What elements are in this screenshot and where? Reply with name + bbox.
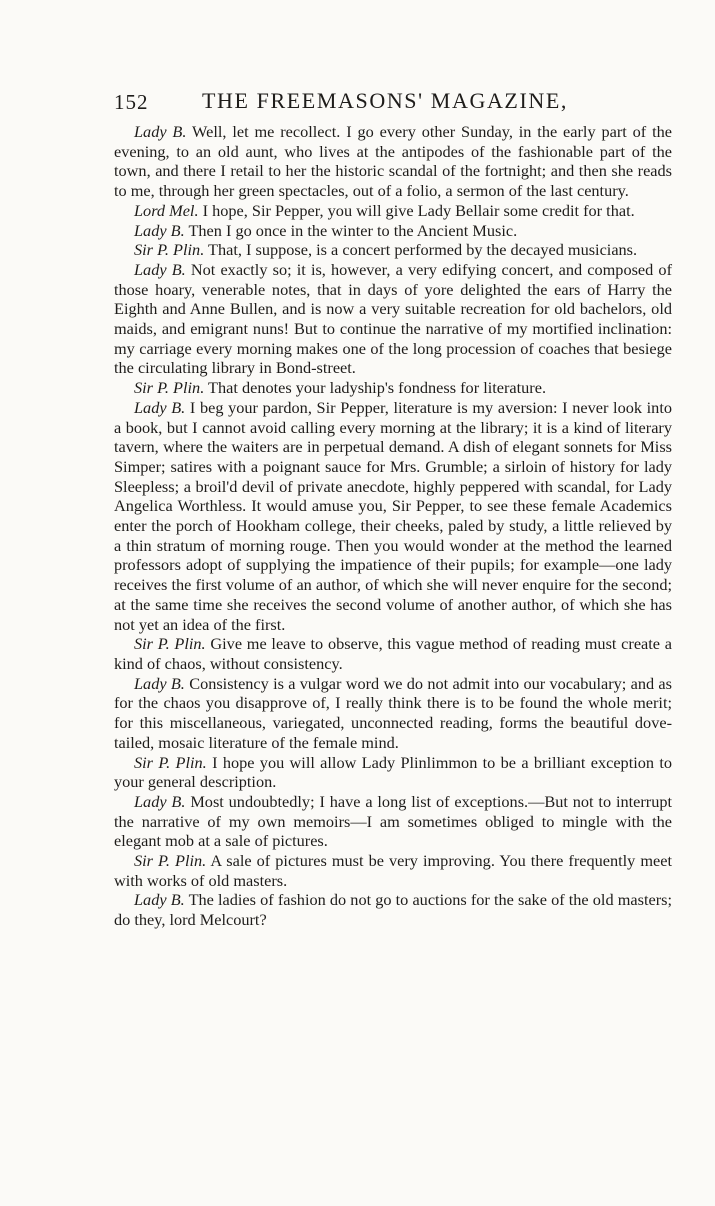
speech-text: Then I go once in the winter to the Ancient Music.	[188, 220, 518, 240]
page-header	[114, 86, 672, 122]
speaker-name: Sir P. Plin.	[134, 851, 207, 871]
speech-text: Give me leave to observe, this vague method of reading must create a kind of chaos, without consistency.	[114, 634, 673, 673]
speech-text: That, I suppose, is a concert performed by the decayed musicians.	[208, 240, 638, 260]
dialogue-paragraph	[114, 240, 672, 260]
speech-text: Not exactly so; it is, however, a very edifying concert, and composed of those hoary, venerable notes, that in days of yore delighted the ears of Harry the Eighth and Anne Bullen, and is now a very suitable recreation for old bachelors, old maids, and emigrant nuns! But to continue the narrative of my mortified inclination: my carriage every morning makes one of the long procession of coaches that besiege the circulating library in Bond-street.	[114, 259, 672, 378]
speech-text: I hope, Sir Pepper, you will give Lady Bellair some credit for that.	[202, 200, 635, 220]
speaker-name: Lord Mel.	[134, 200, 199, 220]
speaker-name: Lady B.	[134, 791, 186, 811]
dialogue-paragraph	[114, 378, 672, 398]
dialogue-paragraph	[114, 201, 672, 221]
dialogue-paragraph	[114, 221, 672, 241]
speech-text: Well, let me recollect. I go every other Sunday, in the early part of the evening, to an old aunt, who lives at the antipodes of the fashionable part of the town, and there I retail to her the historic scandal of the fortnight; and then she reads to me, through her green spectacles, out of a folio, a sermon of the last century.	[114, 122, 672, 201]
speech-text: Consistency is a vulgar word we do not admit into our vocabulary; and as for the chaos you disapprove of, I really think there is to be found the whole merit; for this miscellaneous, variegated, unconnected reading, forms the beautiful dove-tailed, mosaic literature of the female mind.	[114, 673, 672, 752]
book-page	[114, 86, 672, 930]
page-number: 152	[114, 90, 149, 114]
speech-text: The ladies of fashion do not go to auctions for the sake of the old masters; do they, lord Melcourt?	[114, 890, 672, 930]
speech-text: I hope you will allow Lady Plinlimmon to be a brilliant exception to your general description.	[114, 752, 673, 792]
dialogue-paragraph	[114, 260, 672, 378]
dialogue-paragraph	[114, 122, 672, 201]
dialogue-paragraph	[114, 674, 672, 753]
speech-text: That denotes your ladyship's fondness for literature.	[208, 378, 547, 398]
speaker-name: Lady B.	[134, 890, 185, 910]
dialogue-paragraph	[114, 792, 672, 851]
speaker-name: Lady B.	[134, 122, 187, 141]
speaker-name: Sir P. Plin.	[134, 378, 205, 398]
dialogue-paragraph	[114, 634, 672, 673]
dialogue-paragraph	[114, 890, 672, 929]
speaker-name: Lady B.	[134, 259, 186, 279]
dialogue-paragraph	[114, 753, 672, 792]
speech-text: Most undoubtedly; I have a long list of exceptions.—But not to interrupt the narrative of my own memoirs—I am sometimes obliged to mingle with the elegant mob at a sale of pictures.	[114, 791, 673, 851]
speech-text: I beg your pardon, Sir Pepper, literature is my aversion: I never look into a book, but I cannot avoid calling every morning at the library; it is a kind of literary tavern, where the waiters are in perpetual demand. A dish of elegant sonnets for Miss Simper; satires with a poignant sauce for Mrs. Grumble; a sirloin of history for lady Sleepless; a broil'd devil of private anecdote, highly peppered with scandal, for Lady Angelica Worthless. It would amuse you, Sir Pepper, to see these female Academics enter the porch of Hookham college, their cheeks, paled by study, a little relieved by a thin stratum of morning rouge. Then you would wonder at the method the learned professors adopt of supplying the impatience of their pupils; for example—one lady receives the first volume of an author, of which she will never enquire for the second; at the same time she receives the second volume of another author, of which she has not yet an idea of the first.	[114, 397, 672, 634]
speaker-name: Sir P. Plin.	[134, 634, 206, 654]
dialogue-paragraph	[114, 851, 672, 890]
dialogue-text	[114, 122, 672, 930]
speaker-name: Lady B.	[134, 220, 185, 240]
running-title: THE FREEMASONS' MAGAZINE,	[202, 88, 569, 113]
speaker-name: Lady B.	[134, 397, 186, 417]
speaker-name: Sir P. Plin.	[134, 240, 205, 260]
speaker-name: Sir P. Plin.	[134, 752, 207, 772]
dialogue-paragraph	[114, 398, 672, 634]
speech-text: A sale of pictures must be very improving. You there frequently meet with works of old masters.	[114, 851, 672, 890]
speaker-name: Lady B.	[134, 673, 185, 693]
